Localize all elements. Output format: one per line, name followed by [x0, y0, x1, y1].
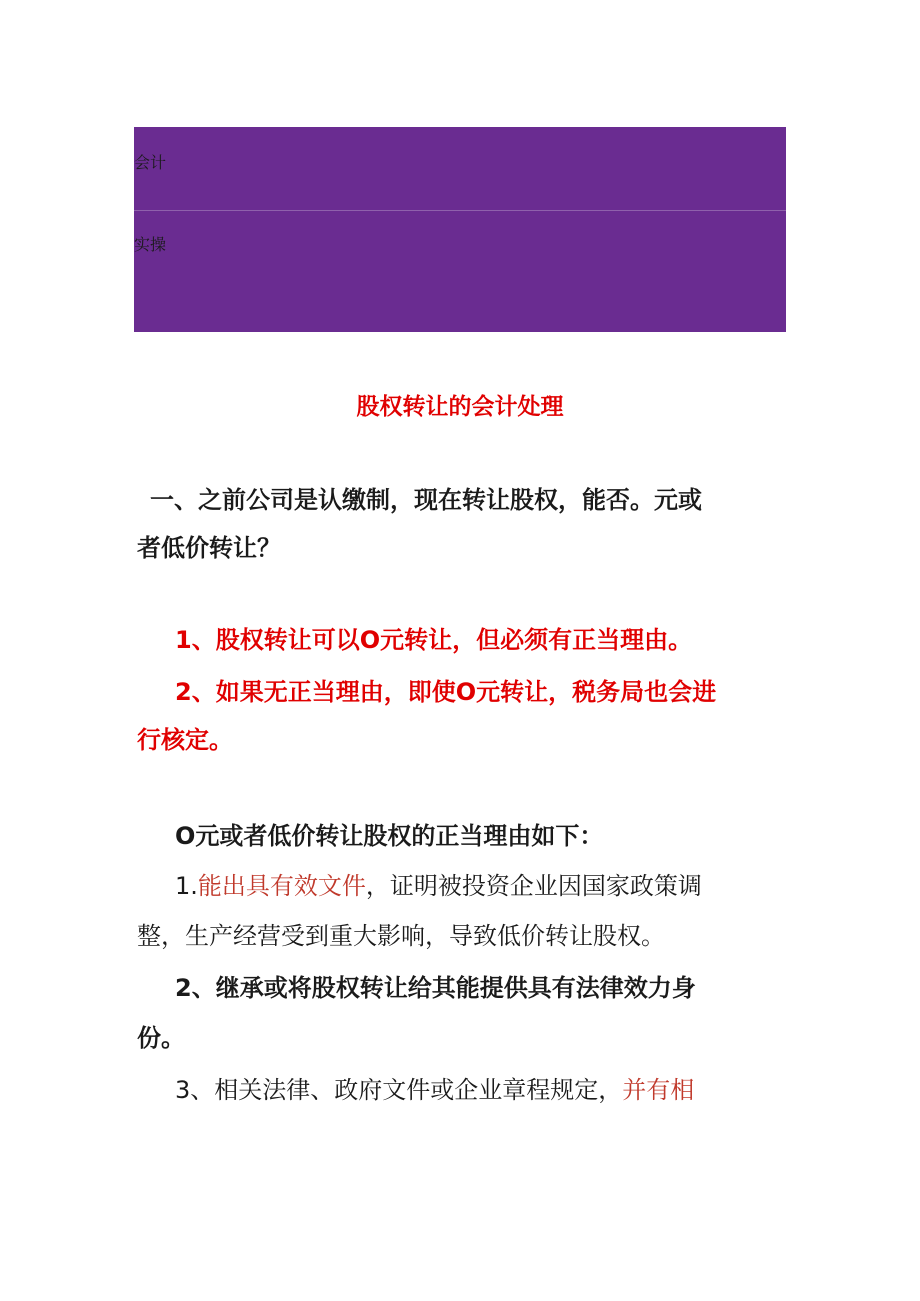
reason-1-line-1: [175, 860, 702, 912]
reason-3-text: 3、相关法律、政府文件或企业章程规定，: [175, 1076, 623, 1104]
reason-2-line-2: 份。: [137, 1024, 185, 1052]
answer-2-line-2: 行核定。: [137, 726, 233, 754]
reason-3-line-1: [175, 1064, 694, 1116]
banner-line-2: 实操: [134, 235, 167, 254]
reason-1-highlight: 能出具有效文件: [197, 872, 366, 900]
question-line-1: 一、之前公司是认缴制，现在转让股权，能否。元或: [150, 486, 702, 514]
reason-1-line-2: 整，生产经营受到重大影响，导致低价转让股权。: [137, 922, 665, 950]
answer-1: 1、股权转让可以O元转让，但必须有正当理由。: [175, 626, 693, 654]
answer-2-line-1: 2、如果无正当理由，即使O元转让，税务局也会进: [175, 678, 717, 706]
reason-1-text: ，证明被投资企业因国家政策调: [365, 872, 702, 900]
page-title: 股权转让的会计处理: [356, 394, 564, 420]
reason-1-number: 1.: [175, 872, 198, 900]
banner-divider: [134, 210, 786, 211]
banner-line-1: 会计: [134, 153, 167, 172]
question-line-2: 者低价转让？: [137, 534, 281, 562]
reasons-heading: O元或者低价转让股权的正当理由如下：: [175, 822, 604, 850]
reason-2-line-1: 2、继承或将股权转让给其能提供具有法律效力身: [175, 974, 696, 1002]
reason-3-highlight: 并有相: [622, 1076, 695, 1104]
